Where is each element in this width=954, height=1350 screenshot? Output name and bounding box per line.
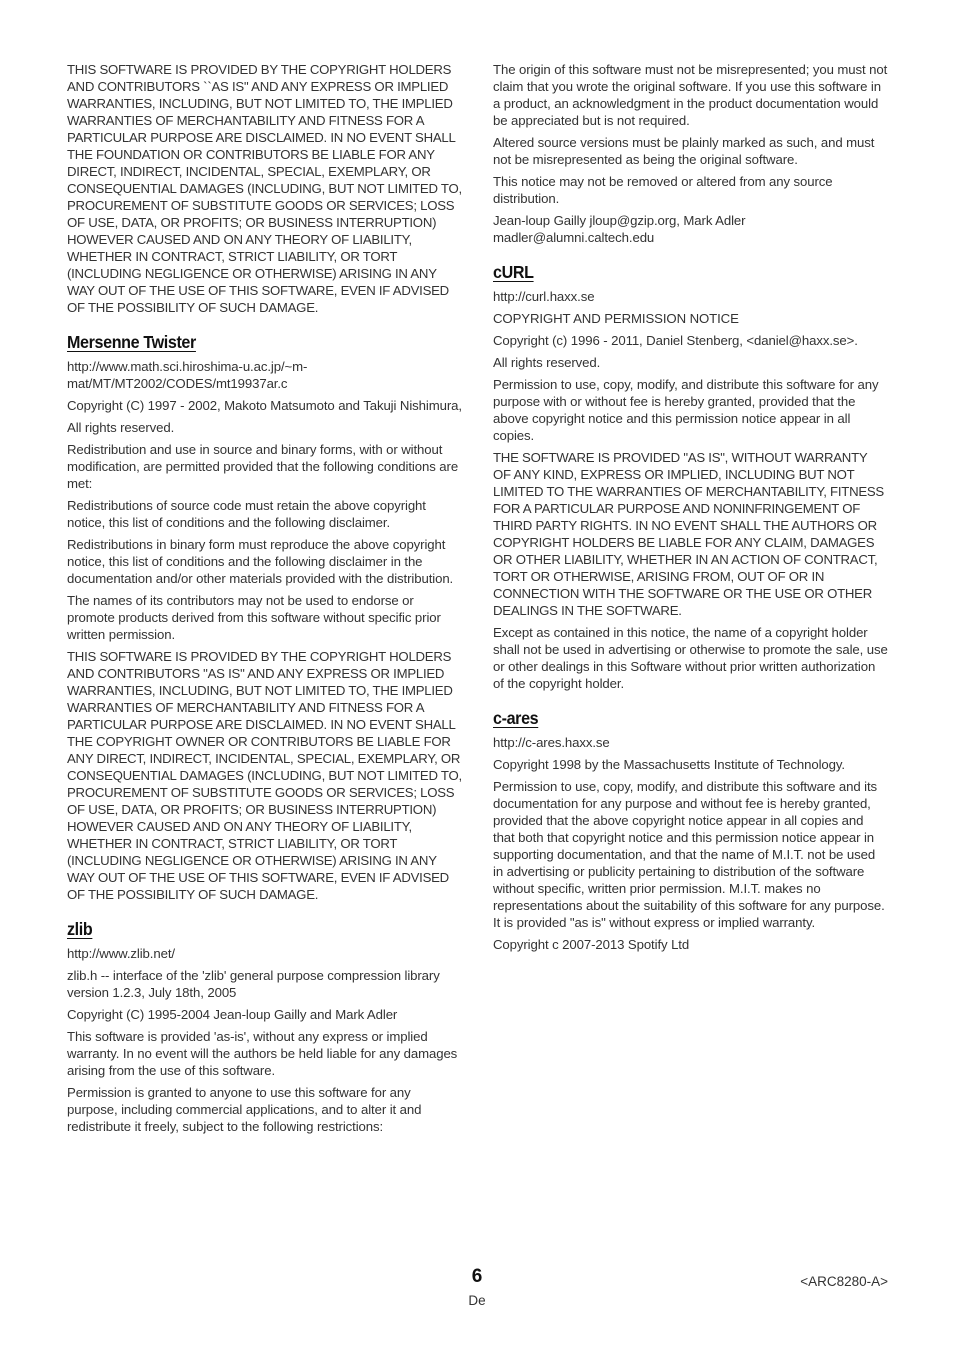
mersenne-twister-heading: Mersenne Twister [67,332,196,352]
zlib-paragraph: zlib.h -- interface of the 'zlib' general purpose compression library version 1.2.3, July 18th, 2005 [67,968,440,1000]
curl-notice-title: COPYRIGHT AND PERMISSION NOTICE [493,311,739,326]
curl-copyright: Copyright (c) 1996 - 2011, Daniel Stenberg, <daniel@haxx.se>. [493,333,858,348]
zlib-url: http://www.zlib.net/ [67,946,175,961]
cares-copyright: Copyright 1998 by the Massachusetts Institute of Technology. [493,757,845,772]
mersenne-url: http://www.math.sci.hiroshima-u.ac.jp/~m-mat/MT/MT2002/CODES/mt19937ar.c [67,359,308,391]
mersenne-copyright: Copyright (C) 1997 - 2002, Makoto Matsumoto and Takuji Nishimura, [67,398,462,413]
page-number: 6 [471,1266,483,1287]
zlib-paragraph: This notice may not be removed or altered from any source distribution. [493,174,833,206]
zlib-paragraph: Permission is granted to anyone to use this software for any purpose, including commercial applications, and to alter it and redistribute it freely, subject to the following restrictions: [67,1085,422,1134]
mersenne-paragraph: Redistributions in binary form must reproduce the above copyright notice, this list of conditions and the following disclaimer in the documentation and/or other materials provided with the distribution. [67,537,454,586]
cares-paragraph: Permission to use, copy, modify, and distribute this software and its documentation for any purpose and without fee is hereby granted, provided that the above copyright notice appear in all copies and that both that copyright notice and this permission notice appear in supporting documentation, and that the name of M.I.T. not be used in advertising or publicity pertaining to distribution of the software without specific, written prior permission. M.I.T. makes no representations about the suitability of this software for any purpose. It is provided "as is" without express or implied warranty. [493,779,885,930]
intro-disclaimer: THIS SOFTWARE IS PROVIDED BY THE COPYRIGHT HOLDERS AND CONTRIBUTORS ``AS IS'' AND ANY EXPRESS OR IMPLIED WARRANTIES, INCLUDING, BUT NOT LIMITED TO, THE IMPLIED WARRANTIES OF MERCHANTABILITY AND FITNESS FOR A PARTICULAR PURPOSE ARE DISCLAIMED. IN NO EVENT SHALL THE FOUNDATION OR CONTRIBUTORS BE LIABLE FOR ANY DIRECT, INDIRECT, INCIDENTAL, SPECIAL, EXEMPLARY, OR CONSEQUENTIAL DAMAGES (INCLUDING, BUT NOT LIMITED TO, PROCUREMENT OF SUBSTITUTE GOODS OR SERVICES; LOSS OF USE, DATA, OR PROFITS; OR BUSINESS INTERRUPTION) HOWEVER CAUSED AND ON ANY THEORY OF LIABILITY, WHETHER IN CONTRACT, STRICT LIABILITY, OR TORT (INCLUDING NEGLIGENCE OR OTHERWISE) ARISING IN ANY WAY OUT OF THE USE OF THIS SOFTWARE, EVEN IF ADVISED OF THE POSSIBILITY OF SUCH DAMAGE. [67,62,462,315]
mersenne-rights: All rights reserved. [67,420,175,435]
cares-url: http://c-ares.haxx.se [493,735,610,750]
mersenne-paragraph: The names of its contributors may not be used to endorse or promote products derived from this software without specific prior written permission. [67,593,441,642]
page-language: De [468,1293,486,1308]
cares-heading: c-ares [493,708,539,728]
zlib-paragraph: This software is provided 'as-is', without any express or implied warranty. In no event will the authors be held liable for any damages arising from the use of this software. [67,1029,458,1078]
curl-paragraph: Except as contained in this notice, the name of a copyright holder shall not be used in advertising or otherwise to promote the sale, use or other dealings in this Software without prior written authorization of the copyright holder. [493,625,888,691]
mersenne-paragraph: Redistribution and use in source and binary forms, with or without modification, are permitted provided that the following conditions are met: [67,442,459,491]
left-column [67,61,462,1140]
zlib-copyright: Copyright (C) 1995-2004 Jean-loup Gailly and Mark Adler [67,1007,398,1022]
zlib-paragraph: The origin of this software must not be misrepresented; you must not claim that you wrote the original software. If you use this software in a product, an acknowledgment in the product documentation would be appreciated but is not required. [493,62,888,128]
curl-url: http://curl.haxx.se [493,289,595,304]
right-column [493,61,888,958]
curl-disclaimer: THE SOFTWARE IS PROVIDED "AS IS", WITHOUT WARRANTY OF ANY KIND, EXPRESS OR IMPLIED, INCLUDING BUT NOT LIMITED TO THE WARRANTIES OF MERCHANTABILITY, FITNESS FOR A PARTICULAR PURPOSE AND NONINFRINGEMENT OF THIRD PARTY RIGHTS. IN NO EVENT SHALL THE AUTHORS OR COPYRIGHT HOLDERS BE LIABLE FOR ANY CLAIM, DAMAGES OR OTHER LIABILITY, WHETHER IN AN ACTION OF CONTRACT, TORT OR OTHERWISE, ARISING FROM, OUT OF OR IN CONNECTION WITH THE SOFTWARE OR THE USE OR OTHER DEALINGS IN THE SOFTWARE. [493,450,884,618]
zlib-paragraph: Altered source versions must be plainly marked as such, and must not be misrepresented as being the original software. [493,135,875,167]
curl-heading: cURL [493,262,534,282]
document-code: <ARC8280-A> [800,1274,888,1289]
spotify-copyright: Copyright c 2007-2013 Spotify Ltd [493,937,690,952]
mersenne-paragraph: Redistributions of source code must retain the above copyright notice, this list of conditions and the following disclaimer. [67,498,426,530]
zlib-authors: Jean-loup Gailly jloup@gzip.org, Mark Adler madler@alumni.caltech.edu [493,213,746,245]
curl-rights: All rights reserved. [493,355,601,370]
curl-paragraph: Permission to use, copy, modify, and distribute this software for any purpose with or without fee is hereby granted, provided that the above copyright notice and this permission notice appear in all copies. [493,377,879,443]
zlib-heading: zlib [67,919,93,939]
mersenne-disclaimer: THIS SOFTWARE IS PROVIDED BY THE COPYRIGHT HOLDERS AND CONTRIBUTORS "AS IS" AND ANY EXPRESS OR IMPLIED WARRANTIES, INCLUDING, BUT NOT LIMITED TO, THE IMPLIED WARRANTIES OF MERCHANTABILITY AND FITNESS FOR A PARTICULAR PURPOSE ARE DISCLAIMED. IN NO EVENT SHALL THE COPYRIGHT OWNER OR CONTRIBUTORS BE LIABLE FOR ANY DIRECT, INDIRECT, INCIDENTAL, SPECIAL, EXEMPLARY, OR CONSEQUENTIAL DAMAGES (INCLUDING, BUT NOT LIMITED TO, PROCUREMENT OF SUBSTITUTE GOODS OR SERVICES; LOSS OF USE, DATA, OR PROFITS; OR BUSINESS INTERRUPTION) HOWEVER CAUSED AND ON ANY THEORY OF LIABILITY, WHETHER IN CONTRACT, STRICT LIABILITY, OR TORT (INCLUDING NEGLIGENCE OR OTHERWISE) ARISING IN ANY WAY OUT OF THE USE OF THIS SOFTWARE, EVEN IF ADVISED OF THE POSSIBILITY OF SUCH DAMAGE. [67,649,462,902]
